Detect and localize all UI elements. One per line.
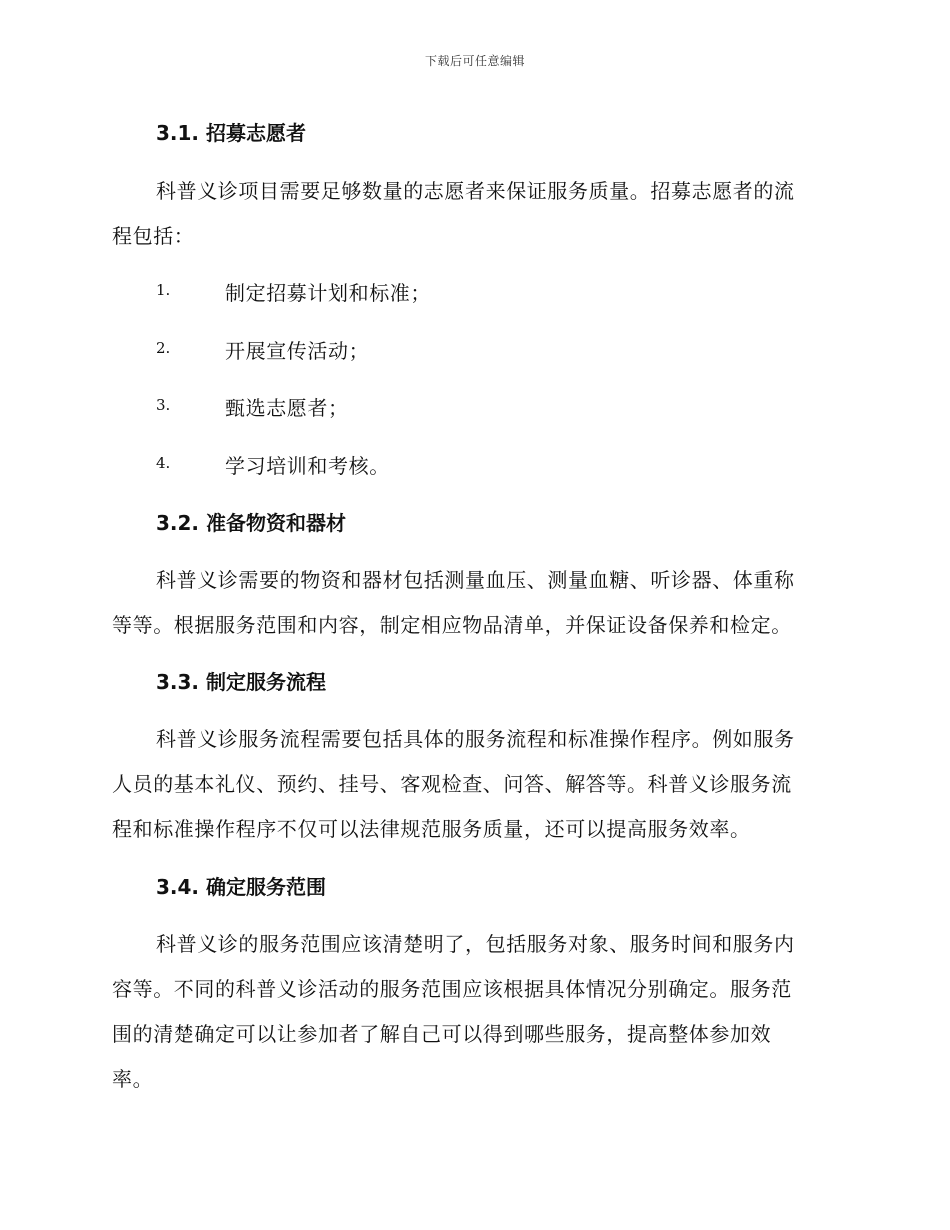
paragraph-line: 科普义诊项目需要足够数量的志愿者来保证服务质量。招募志愿者的流: [156, 179, 795, 203]
paragraph-line: 人员的基本礼仪、预约、挂号、客观检查、问答、解答等。科普义诊服务流: [112, 772, 792, 796]
list-item-text: 制定招募计划和标准；: [225, 281, 431, 305]
section-heading-3-2: 3.2. 准备物资和器材: [156, 511, 346, 535]
page-header: 下载后可任意编辑: [424, 54, 525, 68]
section-heading-3-4: 3.4. 确定服务范围: [156, 875, 326, 899]
paragraph-line: 容等。不同的科普义诊活动的服务范围应该根据具体情况分别确定。服务范: [112, 977, 792, 1001]
paragraph-line: 围的清楚确定可以让参加者了解自己可以得到哪些服务，提高整体参加效: [112, 1022, 772, 1046]
paragraph-line: 等等。根据服务范围和内容，制定相应物品清单，并保证设备保养和检定。: [112, 613, 792, 637]
list-item-text: 开展宣传活动；: [225, 339, 370, 363]
list-number: 3.: [156, 396, 171, 414]
section-heading-3-3: 3.3. 制定服务流程: [156, 670, 326, 694]
paragraph-line: 科普义诊服务流程需要包括具体的服务流程和标准操作程序。例如服务: [156, 727, 795, 751]
section-heading-3-1: 3.1. 招募志愿者: [156, 121, 306, 145]
paragraph-line: 程包括：: [112, 224, 195, 248]
paragraph-line: 科普义诊需要的物资和器材包括测量血压、测量血糖、听诊器、体重称: [156, 568, 795, 592]
list-item-text: 学习培训和考核。: [225, 454, 390, 478]
list-item-text: 甄选志愿者；: [225, 396, 349, 420]
paragraph-line: 率。: [112, 1067, 154, 1091]
paragraph-line: 科普义诊的服务范围应该清楚明了，包括服务对象、服务时间和服务内: [156, 932, 795, 956]
list-number: 4.: [156, 454, 171, 472]
list-number: 2.: [156, 339, 171, 357]
paragraph-line: 程和标准操作程序不仅可以法律规范服务质量，还可以提高服务效率。: [112, 817, 751, 841]
list-number: 1.: [156, 281, 171, 299]
